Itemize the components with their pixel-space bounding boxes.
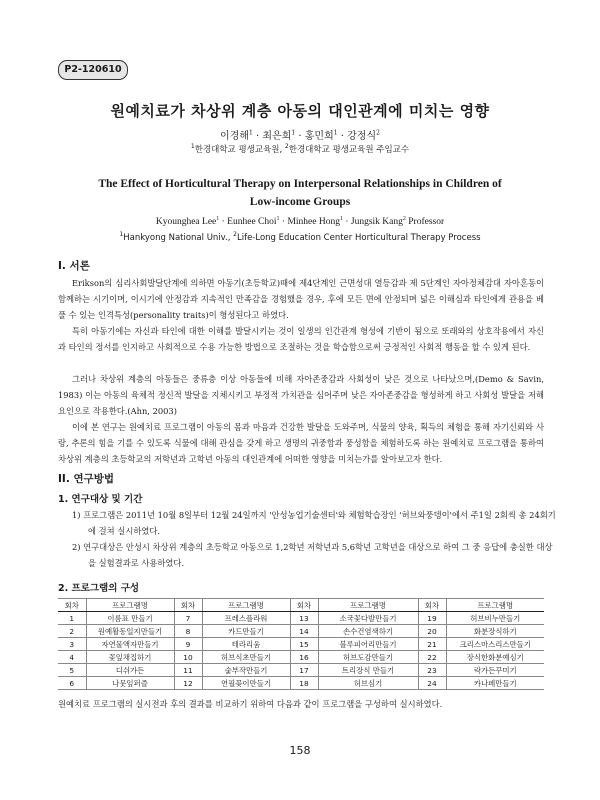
- session-number: 7: [174, 612, 202, 625]
- program-name: 소국꽃다발만들기: [318, 612, 418, 625]
- intro-paragraph: 이에 본 연구는 원예치료 프로그램이 아동의 몸과 마음과 건강한 발달을 도와주며, 식물의 양육, 획득의 체험을 통해 자기신뢰와 사랑, 추론의 힘을 기를 수 있도록 식물에 대해 관심을 갖게 하고 생명의 귀중함과 풍성함을 체험하도록 하는 원예치료 프로그램을 통하여 차상위 계층의 초등학교의 저학년과 고학년 아동의 대인관계에 어떠한 영향을 미치는가를 알아보고자 한다.: [58, 422, 544, 464]
- section-heading-methods: II. 연구방법: [58, 473, 115, 485]
- header-program: 프로그램명: [446, 599, 544, 612]
- program-name: 장식한화분예심기: [446, 651, 544, 664]
- session-number: 19: [418, 612, 446, 625]
- session-number: 17: [290, 664, 318, 677]
- author-sup: 2: [402, 215, 406, 222]
- program-name: 이름표 만들기: [86, 612, 174, 625]
- session-number: 12: [174, 677, 202, 690]
- session-number: 6: [58, 677, 86, 690]
- author-role: Professor: [408, 217, 445, 227]
- english-authors: Kyounghea Lee$^1$ · Eunhee Choi$^1$ · Minhee Hong$^1$ · Jungsik Kang$^2$ Professor: [155, 215, 445, 227]
- english-title-line: Low-income Groups: [249, 196, 351, 208]
- program-table: [58, 598, 544, 690]
- affil-sup: 2: [284, 143, 289, 151]
- korean-title: 원예치료가 차상위 계층 아동의 대인관계에 미치는 영향: [110, 102, 490, 120]
- program-name: 꽃잎채집하기: [86, 651, 174, 664]
- table-row: [58, 651, 544, 664]
- program-name: 블루피어리만들기: [318, 638, 418, 651]
- session-number: 13: [290, 612, 318, 625]
- author-name: 강정식: [347, 131, 377, 142]
- table-row: [58, 612, 544, 625]
- english-affiliation: [0, 233, 600, 243]
- affil-text: 한경대학교 평생교육원 주임교수: [288, 145, 410, 155]
- program-name: 허브식초만들기: [202, 651, 290, 664]
- affil-sup: 2: [233, 231, 237, 239]
- author-sup: 1: [276, 215, 280, 222]
- english-title: [40, 175, 560, 211]
- table-row: [58, 638, 544, 651]
- session-number: 5: [58, 664, 86, 677]
- method-item: 1) 프로그램은 2011년 10월 8일부터 12월 24일까지 '안성농업기술센터'와 체험학습장인 '허브와풍뎅이'에서 주1일 2회씩 총 24회기에 걸쳐 실시하였다.: [72, 510, 556, 536]
- session-number: 8: [174, 625, 202, 638]
- program-name: 허브비누만들기: [446, 612, 544, 625]
- author-name: Minhee Hong: [287, 217, 340, 227]
- program-name: 나뭇잎퍼즐: [86, 677, 174, 690]
- session-number: 24: [418, 677, 446, 690]
- affil-text: Life-Long Education Center Horticultural Therapy Process: [236, 233, 481, 243]
- table-header-row: [58, 599, 544, 612]
- session-number: 1: [58, 612, 86, 625]
- korean-authors: 이경해$^1$ · 최은희$^1$ · 홍민희$^1$ · 강정식$^2$: [220, 129, 380, 142]
- program-name: 연필꽂이만들기: [202, 677, 290, 690]
- session-number: 4: [58, 651, 86, 664]
- author-sup: 1: [339, 215, 343, 222]
- paper-id-badge: P2-120610: [58, 60, 128, 80]
- english-title-line: The Effect of Horticultural Therapy on Interpersonal Relationships in Children of: [98, 178, 502, 190]
- author-sup: 1: [291, 129, 296, 137]
- author-sup: 1: [249, 129, 253, 137]
- intro-paragraph: 특히 아동기에는 자신과 타인에 대한 이해를 발달시키는 것이 일생의 인간관계 형성에 기반이 됨으로 또래와의 상호작용에서 자신과 타인의 정서를 인지하고 사회적으로 수용 가능한 방법으로 조절하는 것을 학습함으로써 긍정적인 사회적 행동을 할 수 있게 된다.: [58, 326, 544, 352]
- author-sup: 1: [216, 215, 220, 222]
- session-number: 3: [58, 638, 86, 651]
- affil-text: 한경대학교 평생교육원,: [194, 145, 285, 155]
- header-program: 프로그램명: [202, 599, 290, 612]
- session-number: 22: [418, 651, 446, 664]
- affil-sup: 1: [190, 143, 195, 151]
- korean-affiliation: [0, 143, 600, 155]
- program-name: 카드만들기: [202, 625, 290, 638]
- author-name: Jungsik Kang: [350, 217, 403, 227]
- section-heading-introduction: I. 서론: [58, 260, 90, 272]
- method-item: 2) 연구대상은 안성시 차상위 계층의 초등학교 아동으로 1,2학년 저학년과 5,6학년 고학년을 대상으로 하여 그 중 응답에 충실한 대상을 실험결과로 사용하였다.: [72, 542, 553, 568]
- author-sup: 2: [376, 129, 380, 137]
- session-number: 18: [290, 677, 318, 690]
- author-sup: 1: [333, 129, 338, 137]
- session-number: 10: [174, 651, 202, 664]
- session-number: 20: [418, 625, 446, 638]
- header-program: 프로그램명: [86, 599, 174, 612]
- program-name: 카나페만들기: [446, 677, 544, 690]
- program-name: 원예활동일지만들기: [86, 625, 174, 638]
- page-number: 158: [289, 744, 311, 757]
- session-number: 15: [290, 638, 318, 651]
- program-name: 자연물액자만들기: [86, 638, 174, 651]
- author-name: Kyounghea Lee: [155, 217, 217, 227]
- closing-sentence: 원예치료 프로그램의 실시전과 후의 결과를 비교하기 위하여 다음과 같이 프로그램을 구성하여 실시하였다.: [58, 699, 443, 709]
- header-session: 회차: [418, 599, 446, 612]
- session-number: 2: [58, 625, 86, 638]
- session-number: 11: [174, 664, 202, 677]
- affil-text: Hankyong National Univ.,: [123, 233, 234, 243]
- session-number: 21: [418, 638, 446, 651]
- session-number: 9: [174, 638, 202, 651]
- session-number: 16: [290, 651, 318, 664]
- author-name: 홍민희: [304, 131, 334, 142]
- header-program: 프로그램명: [318, 599, 418, 612]
- intro-paragraph: 그러나 차상위 계층의 아동들은 중류층 이상 아동들에 비해 자아존중감과 사회성이 낮은 것으로 나타났으며,(Demo & Savin, 1983) 이는 아동의 육체적 정신적 발달을 지체시키고 부정적 가치관을 심어주며 낮은 자아존중감을 형성하게 하고 사회성 발달을 저해요인으로 작용한다.(Ahn, 2003): [58, 374, 544, 416]
- author-name: 최은희: [262, 131, 292, 142]
- program-name: 화분장식하기: [446, 625, 544, 638]
- program-name: 숯부작만들기: [202, 664, 290, 677]
- program-name: 프레스플라워: [202, 612, 290, 625]
- table-row: [58, 664, 544, 677]
- subsection-heading-program: 2. 프로그램의 구성: [58, 583, 140, 594]
- author-name: 이경해: [220, 131, 250, 142]
- program-name: 크리스마스리스만들기: [446, 638, 544, 651]
- subsection-heading-subjects: 1. 연구대상 및 기간: [58, 494, 143, 505]
- table-row: [58, 625, 544, 638]
- program-name: 락가든꾸미기: [446, 664, 544, 677]
- program-name: 허브심기: [318, 677, 418, 690]
- program-name: 허브도감만들기: [318, 651, 418, 664]
- header-session: 회차: [174, 599, 202, 612]
- affil-sup: 1: [119, 231, 124, 239]
- author-name: Eunhee Choi: [227, 217, 277, 227]
- program-name: 손수건염색하기: [318, 625, 418, 638]
- program-name: 디쉬가든: [86, 664, 174, 677]
- session-number: 14: [290, 625, 318, 638]
- program-name: 트리장식 만들기: [318, 664, 418, 677]
- program-name: 테라리움: [202, 638, 290, 651]
- session-number: 23: [418, 664, 446, 677]
- header-session: 회차: [58, 599, 86, 612]
- intro-paragraph: Erikson의 심리사회발달단계에 의하면 아동기(초등학교)때에 제4단계인 근면성대 열등감과 제 5단계인 자아정체감대 자아혼동이 함께하는 시기이며, 이시기에 안정감과 지속적인 만족감을 경험했을 경우, 후에 모든 면에 안정되며 넓은 이해심과 타인에게 관용을 베풀 수 있는 인격특성(personality traits)이 형성된다고 하였다.: [58, 278, 544, 320]
- header-session: 회차: [290, 599, 318, 612]
- table-row: [58, 677, 544, 690]
